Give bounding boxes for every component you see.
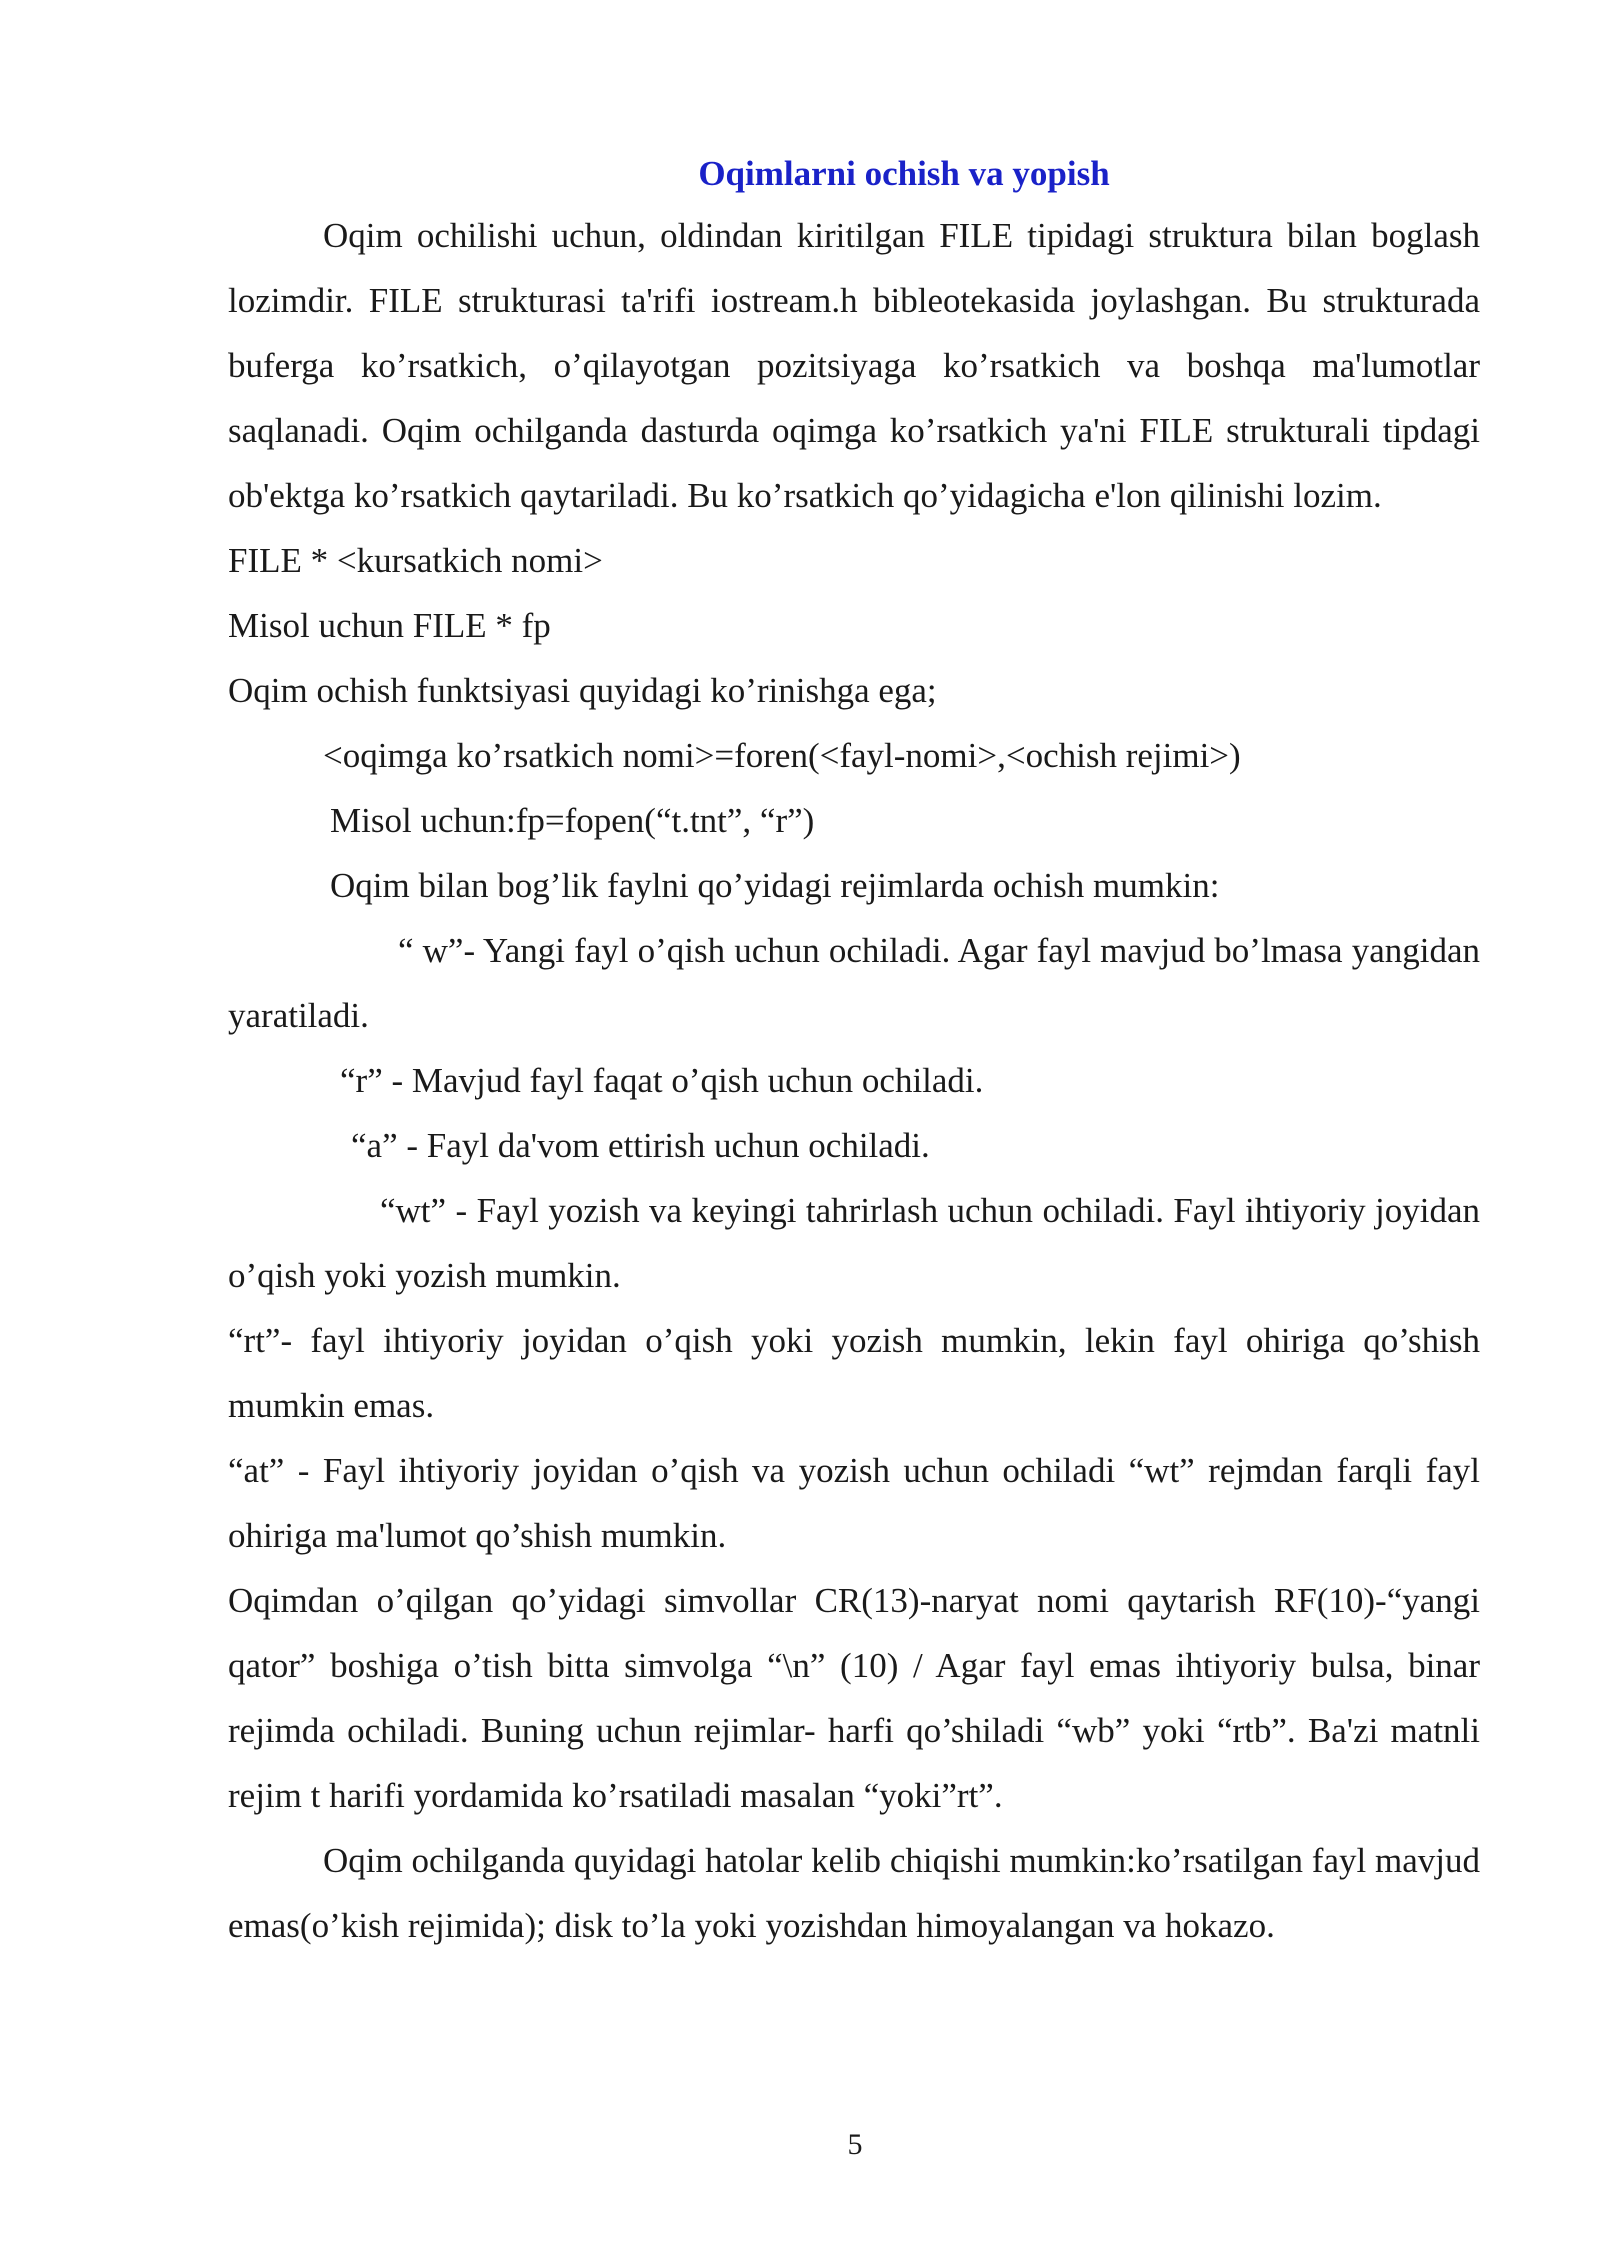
paragraph-declaration-example: Misol uchun FILE * fp	[228, 606, 551, 645]
paragraph-binary-mode: Oqimdan o’qilgan qo’yidagi simvollar CR(13)-naryat nomi qaytarish RF(10)-“yangi qator” boshiga o’tish bitta simvolga “\n” (10) / Agar fayl emas ihtiyoriy bulsa, binar rejimda ochiladi. Buning uchun rejimlar- harfi qo’shiladi “wb” yoki “rtb”. Ba'zi matnli rejim t harifi yordamida ko’rsatiladi masalan “yoki”rt”.	[228, 1581, 1480, 1815]
paragraph-modes-intro: Oqim bilan bog’lik faylni qo’yidagi rejimlarda ochish mumkin:	[330, 866, 1220, 905]
paragraph-file-structure: Oqim ochilishi uchun, oldindan kiritilgan FILE tipidagi struktura bilan boglash lozimdir. FILE strukturasi ta'rifi iostream.h bibleotekasida joylashgan. Bu strukturada buferga ko’rsatkich, o’qilayotgan pozitsiyaga ko’rsatkich va boshqa ma'lumotlar saqlanadi. Oqim ochilganda dasturda oqimga ko’rsatkich ya'ni FILE strukturali tipdagi ob'ektga ko’rsatkich qaytariladi. Bu ko’rsatkich qo’yidagicha e'lon qilinishi lozim.	[228, 216, 1480, 515]
paragraph-mode-at: “at” - Fayl ihtiyoriy joyidan o’qish va yozish uchun ochiladi “wt” rejmdan farqli fayl ohiriga ma'lumot qo’shish mumkin.	[228, 1451, 1480, 1555]
paragraph-mode-wt: “wt” - Fayl yozish va keyingi tahrirlash uchun ochiladi. Fayl ihtiyoriy joyidan o’qish yoki yozish mumkin.	[228, 1191, 1480, 1295]
section-title: Oqimlarni ochish va yopish	[698, 154, 1110, 193]
paragraph-open-errors: Oqim ochilganda quyidagi hatolar kelib chiqishi mumkin:ko’rsatilgan fayl mavjud emas(o’kish rejimida); disk to’la yoki yozishdan himoyalangan va hokazo.	[228, 1841, 1480, 1945]
paragraph-open-example: Misol uchun:fp=fopen(“t.tnt”, “r”)	[330, 801, 815, 840]
document-page	[228, 145, 1480, 1958]
page-number: 5	[847, 2128, 863, 2161]
paragraph-mode-a: “a” - Fayl da'vom ettirish uchun ochiladi.	[351, 1126, 930, 1165]
paragraph-mode-w: “ w”- Yangi fayl o’qish uchun ochiladi. Agar fayl mavjud bo’lmasa yangidan yaratiladi.	[228, 931, 1480, 1035]
paragraph-mode-rt: “rt”- fayl ihtiyoriy joyidan o’qish yoki yozish mumkin, lekin fayl ohiriga qo’shish mumkin emas.	[228, 1321, 1480, 1425]
paragraph-open-function: Oqim ochish funktsiyasi quyidagi ko’rinishga ega;	[228, 671, 937, 710]
paragraph-mode-r: “r” - Mavjud fayl faqat o’qish uchun ochiladi.	[340, 1061, 984, 1100]
paragraph-open-syntax: <oqimga ko’rsatkich nomi>=foren(<fayl-nomi>,<ochish rejimi>)	[323, 736, 1241, 775]
paragraph-file-declaration: FILE * <kursatkich nomi>	[228, 541, 603, 580]
